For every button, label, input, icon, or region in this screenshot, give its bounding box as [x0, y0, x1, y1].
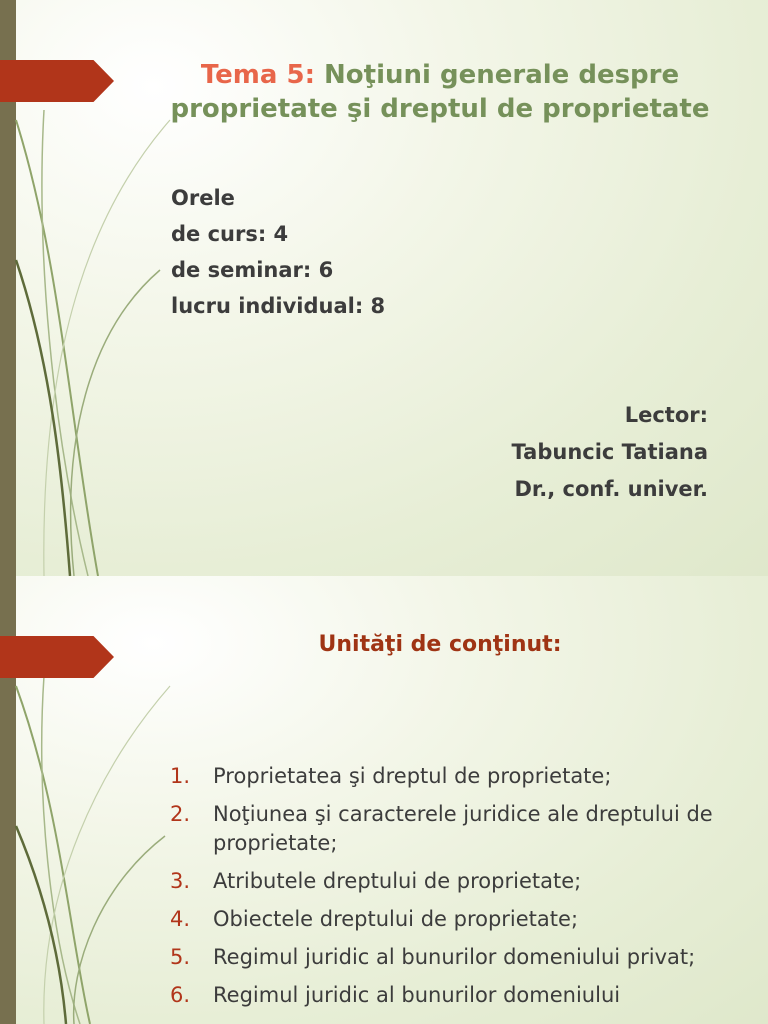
list-item-number: 4. [170, 907, 191, 931]
list-item-text: Atributele dreptului de proprietate; [213, 869, 582, 893]
list-item [170, 905, 730, 934]
list-item-text: Regimul juridic al bunurilor domeniului [213, 983, 621, 1007]
hours-seminar: de seminar: 6 [171, 258, 334, 282]
title-main: Noţiuni generale despre proprietate şi dreptul de proprietate [170, 60, 710, 124]
list-item [170, 981, 730, 1010]
hours-course: de curs: 4 [171, 222, 289, 246]
list-item-text: Obiectele dreptului de proprietate; [213, 907, 579, 931]
content-units-title: Unităţi de conţinut: [318, 632, 562, 657]
lector-label: Lector: [624, 403, 708, 427]
list-item-number: 5. [170, 945, 191, 969]
slide-2 [0, 576, 768, 1024]
lector-block [512, 397, 708, 508]
lector-degree: Dr., conf. univer. [514, 477, 708, 501]
list-item [170, 943, 730, 972]
arrow-marker [0, 60, 114, 102]
slide-title [150, 58, 730, 126]
title-prefix: Tema 5: [200, 60, 315, 90]
list-item-text: Noţiunea şi caracterele juridice ale dreptului de proprietate; [213, 802, 713, 855]
lector-name: Tabuncic Tatiana [511, 440, 708, 464]
list-item-number: 1. [170, 764, 191, 788]
list-item-number: 3. [170, 869, 191, 893]
hours-heading: Orele [171, 186, 235, 210]
list-item [170, 867, 730, 896]
list-item-text: Regimul juridic al bunurilor domeniului privat; [213, 945, 696, 969]
content-units-list [170, 762, 730, 1019]
list-item [170, 762, 730, 791]
list-item-text: Proprietatea şi dreptul de proprietate; [213, 764, 612, 788]
hours-individual: lucru individual: 8 [171, 294, 386, 318]
list-item-number: 6. [170, 983, 191, 1007]
list-item [170, 800, 730, 858]
hours-block [171, 180, 385, 324]
arrow-marker [0, 636, 114, 678]
list-item-number: 2. [170, 802, 191, 826]
